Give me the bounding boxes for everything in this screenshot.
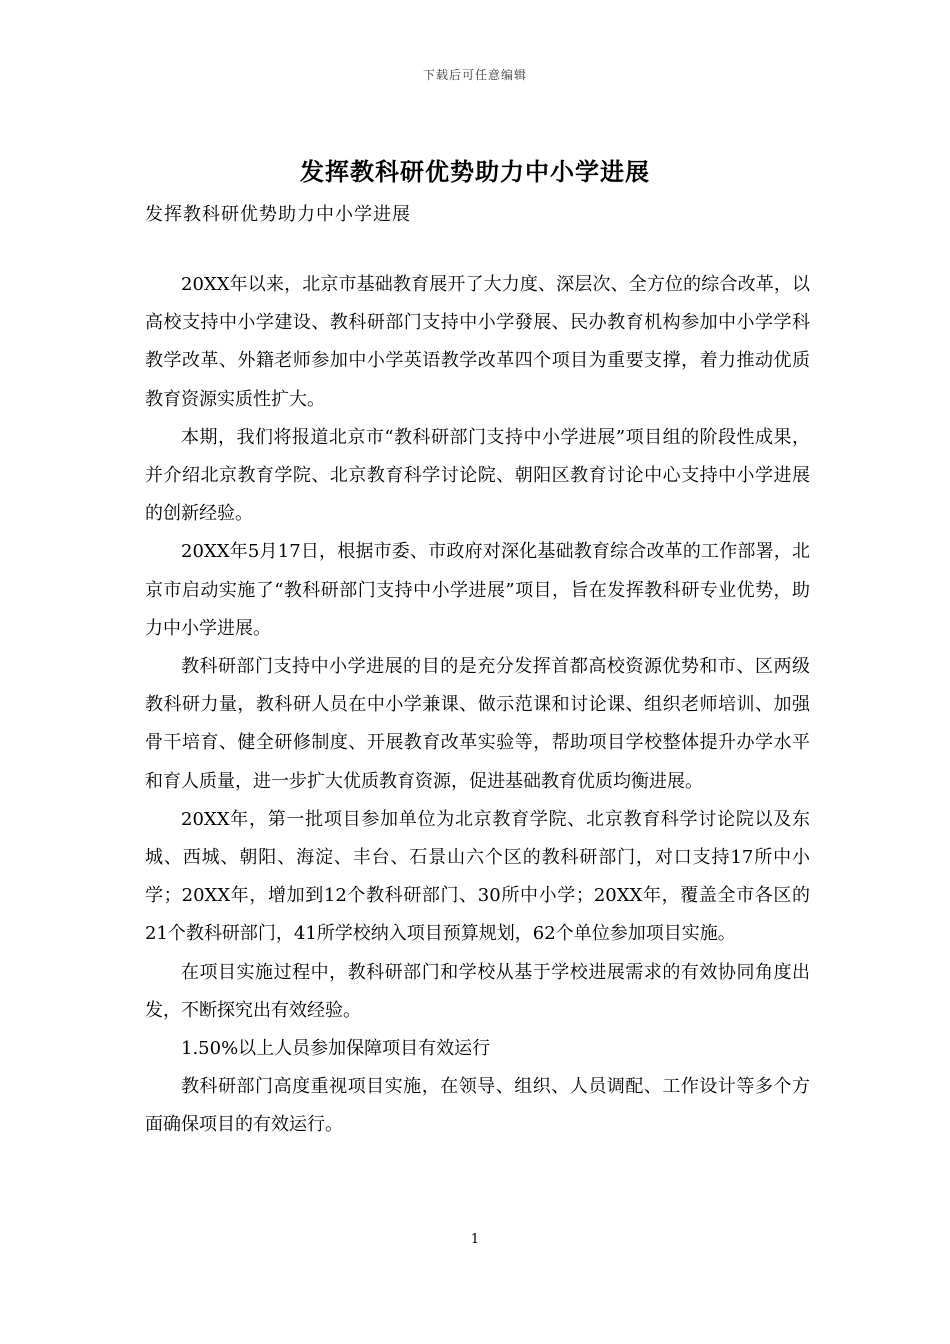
- paragraph: 20XX年，第一批项目参加单位为北京教育学院、北京教育科学讨论院以及东城、西城、朝阳、海淀、丰台、石景山六个区的教科研部门，对口支持17所中小学；20XX年，增加到12个教科研部门、30所中小学；20XX年，覆盖全市各区的21个教科研部门，41所学校纳入项目预算规划，62个单位参加项目实施。: [145, 808, 810, 945]
- document-subtitle: 发挥教科研优势助力中小学进展: [145, 204, 411, 225]
- paragraph: 本期，我们将报道北京市“教科研部门支持中小学进展”项目组的阶段性成果，并介绍北京教育学院、北京教育科学讨论院、朝阳区教育讨论中心支持中小学进展的创新经验。: [145, 426, 810, 525]
- paragraph: 20XX年5月17日，根据市委、市政府对深化基础教育综合改革的工作部署，北京市启动实施了“教科研部门支持中小学进展”项目，旨在发挥教科研专业优势，助力中小学进展。: [145, 541, 810, 639]
- page-number: 1: [470, 1232, 480, 1247]
- paragraph: 在项目实施过程中，教科研部门和学校从基于学校进展需求的有效协同角度出发，不断探究出有效经验。: [145, 961, 810, 1021]
- section-heading: 1.50%以上人员参加保障项目有效运行: [181, 1038, 491, 1060]
- page-header-note: 下载后可任意编辑: [422, 68, 527, 82]
- paragraph: 20XX年以来，北京市基础教育展开了大力度、深层次、全方位的综合改革，以高校支持中小学建设、教科研部门支持中小学發展、民办教育机构参加中小学学科教学改革、外籍老师参加中小学英语教学改革四个项目为重要支撑，着力推动优质教育资源实质性扩大。: [145, 274, 810, 410]
- paragraph: 教科研部门支持中小学进展的目的是充分发挥首都高校资源优势和市、区两级教科研力量，教科研人员在中小学兼课、做示范课和讨论课、组织老师培训、加强骨干培育、健全研修制度、开展教育改革实验等，帮助项目学校整体提升办学水平和育人质量，进一步扩大优质教育资源，促进基础教育优质均衡进展。: [145, 656, 810, 792]
- paragraph: 教科研部门高度重视项目实施，在领导、组织、人员调配、工作设计等多个方面确保项目的有效运行。: [145, 1076, 810, 1136]
- document-title: 发挥教科研优势助力中小学进展: [300, 157, 650, 186]
- document-body: [145, 266, 810, 1145]
